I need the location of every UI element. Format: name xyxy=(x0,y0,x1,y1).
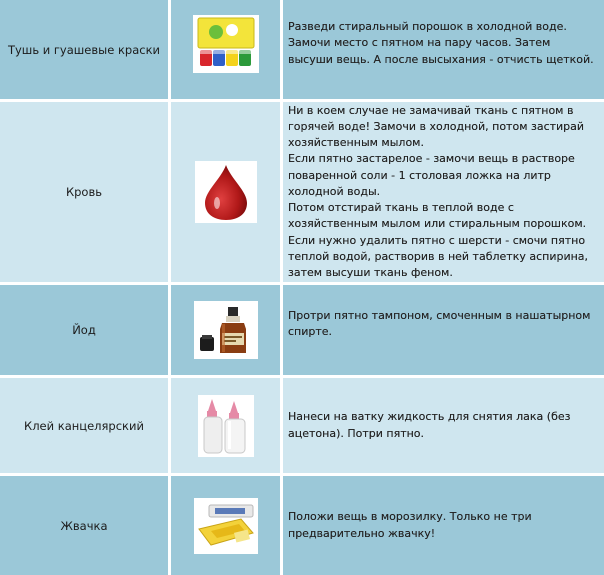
stain-name: Тушь и гуашевые краски xyxy=(0,0,168,99)
table-row xyxy=(0,476,604,575)
table-row xyxy=(0,285,604,375)
instruction-line: холодной воды. xyxy=(288,184,381,198)
instruction-line: Протри пятно тампоном, смоченным в нашатырном xyxy=(288,308,591,322)
blood-drop-icon xyxy=(195,161,257,223)
instruction-line: поваренной соли - 1 столовая ложка на литр xyxy=(288,168,551,182)
instruction-line: высуши вещь. А после высыхания - отчисть щеткой. xyxy=(288,52,594,66)
instruction-line: Ни в коем случае не замачивай ткань с пятном в xyxy=(288,103,574,117)
image-cell xyxy=(171,476,280,575)
instruction-line: горячей воде! Замочи в холодной, потом застирай xyxy=(288,120,585,134)
image-cell xyxy=(171,378,280,473)
instruction-line: Разведи стиральный порошок в холодной воде. xyxy=(288,20,567,34)
instructions xyxy=(283,378,604,473)
instructions xyxy=(283,0,604,99)
stain-name: Йод xyxy=(0,285,168,375)
instruction-line: теплой водой, растворив в ней таблетку аспирина, xyxy=(288,249,589,263)
instruction-line: Потом отстирай ткань в теплой воде с xyxy=(288,201,514,215)
instruction-line: затем высуши ткань феном. xyxy=(288,265,453,279)
stain-name: Кровь xyxy=(0,102,168,282)
stain-name: Клей канцелярский xyxy=(0,378,168,473)
paint-jars-icon xyxy=(193,15,259,73)
table-row xyxy=(0,378,604,473)
instruction-line: Положи вещь в морозилку. Только не три xyxy=(288,510,532,524)
instruction-line: Если пятно застарелое - замочи вещь в растворе xyxy=(288,152,575,166)
stain-name: Жвачка xyxy=(0,476,168,575)
instruction-line: хозяйственным мылом. xyxy=(288,136,424,150)
image-cell xyxy=(171,102,280,282)
instruction-line: Замочи место с пятном на пару часов. Затем xyxy=(288,36,551,50)
image-cell xyxy=(171,285,280,375)
iodine-bottle-icon xyxy=(194,301,258,359)
instructions xyxy=(283,285,604,375)
instruction-line: ацетона). Потри пятно. xyxy=(288,426,425,440)
instruction-line: предварительно жвачку! xyxy=(288,526,436,540)
instructions xyxy=(283,102,604,282)
instruction-line: Нанеси на ватку жидкость для снятия лака (без xyxy=(288,410,571,424)
table-row xyxy=(0,0,604,99)
instruction-line: хозяйственным мылом или стиральным порошком. xyxy=(288,217,587,231)
instruction-line: спирте. xyxy=(288,325,333,338)
glue-bottles-icon xyxy=(198,395,254,457)
chewing-gum-icon xyxy=(194,498,258,554)
instruction-line: Если нужно удалить пятно с шерсти - смочи пятно xyxy=(288,233,586,247)
instructions xyxy=(283,476,604,575)
table-row xyxy=(0,102,604,282)
image-cell xyxy=(171,0,280,99)
